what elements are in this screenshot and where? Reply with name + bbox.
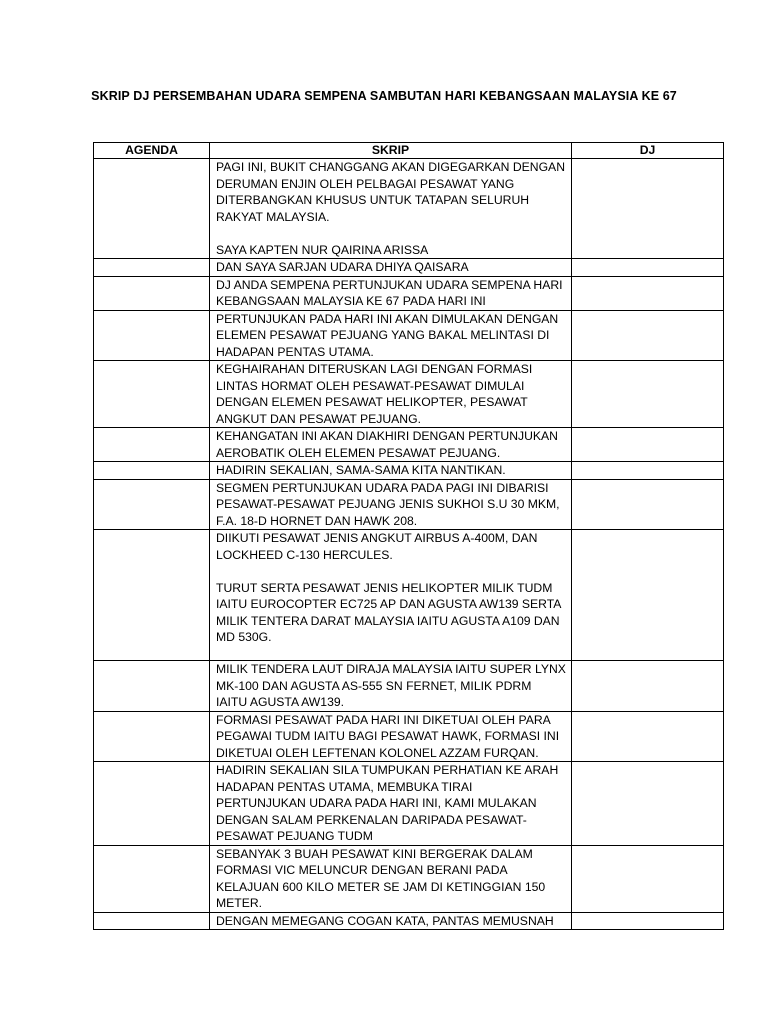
table-row [94,310,724,361]
dj-cell [572,259,724,277]
agenda-cell [94,479,210,530]
table-row [94,361,724,428]
dj-cell [572,361,724,428]
table-row [94,912,724,930]
table-row [94,462,724,480]
dj-cell [572,530,724,661]
dj-cell [572,428,724,462]
dj-cell [572,912,724,930]
agenda-cell [94,762,210,846]
dj-cell [572,310,724,361]
table-body [94,159,724,930]
agenda-cell [94,361,210,428]
table-row [94,711,724,762]
table-row [94,428,724,462]
header-dj: DJ [572,143,724,159]
table-row [94,762,724,846]
skrip-cell: PAGI INI, BUKIT CHANGGANG AKAN DIGEGARKAN DENGAN DERUMAN ENJIN OLEH PELBAGAI PESAWAT YANG DITERBANGKAN KHUSUS UNTUK TATAPAN SELURUH RAKYAT MALAYSIA. SAYA KAPTEN NUR QAIRINA ARISSA [210,159,572,259]
table-row [94,530,724,661]
table-row [94,661,724,712]
skrip-cell: KEHANGATAN INI AKAN DIAKHIRI DENGAN PERTUNJUKAN AEROBATIK OLEH ELEMEN PESAWAT PEJUANG. [210,428,572,462]
dj-cell [572,462,724,480]
dj-cell [572,711,724,762]
skrip-cell: PERTUNJUKAN PADA HARI INI AKAN DIMULAKAN DENGAN ELEMEN PESAWAT PEJUANG YANG BAKAL MELINTASI DI HADAPAN PENTAS UTAMA. [210,310,572,361]
agenda-cell [94,428,210,462]
skrip-cell: DAN SAYA SARJAN UDARA DHIYA QAISARA [210,259,572,277]
skrip-cell: DIIKUTI PESAWAT JENIS ANGKUT AIRBUS A-400M, DAN LOCKHEED C-130 HERCULES. TURUT SERTA PESAWAT JENIS HELIKOPTER MILIK TUDM IAITU EUROCOPTER EC725 AP DAN AGUSTA AW139 SERTA MILIK TENTERA DARAT MALAYSIA IAITU AGUSTA A109 DAN MD 530G. [210,530,572,661]
header-skrip: SKRIP [210,143,572,159]
skrip-cell: KEGHAIRAHAN DITERUSKAN LAGI DENGAN FORMASI LINTAS HORMAT OLEH PESAWAT-PESAWAT DIMULAI DENGAN ELEMEN PESAWAT HELIKOPTER, PESAWAT ANGKUT DAN PESAWAT PEJUANG. [210,361,572,428]
skrip-cell: DJ ANDA SEMPENA PERTUNJUKAN UDARA SEMPENA HARI KEBANGSAAN MALAYSIA KE 67 PADA HARI INI [210,276,572,310]
skrip-cell: FORMASI PESAWAT PADA HARI INI DIKETUAI OLEH PARA PEGAWAI TUDM IAITU BAGI PESAWAT HAWK, FORMASI INI DIKETUAI OLEH LEFTENAN KOLONEL AZZAM FURQAN. [210,711,572,762]
skrip-cell: MILIK TENDERA LAUT DIRAJA MALAYSIA IAITU SUPER LYNX MK-100 DAN AGUSTA AS-555 SN FERNET, MILIK PDRM IAITU AGUSTA AW139. [210,661,572,712]
dj-cell [572,276,724,310]
agenda-cell [94,276,210,310]
agenda-cell [94,845,210,912]
dj-cell [572,661,724,712]
agenda-cell [94,530,210,661]
dj-cell [572,159,724,259]
script-table [93,142,724,930]
agenda-cell [94,462,210,480]
agenda-cell [94,661,210,712]
table-row [94,479,724,530]
agenda-cell [94,259,210,277]
table-row [94,159,724,259]
document-title: SKRIP DJ PERSEMBAHAN UDARA SEMPENA SAMBUTAN HARI KEBANGSAAN MALAYSIA KE 67 [91,89,677,103]
table-row [94,845,724,912]
dj-cell [572,479,724,530]
agenda-cell [94,310,210,361]
table-header-row [94,143,724,159]
skrip-cell: HADIRIN SEKALIAN SILA TUMPUKAN PERHATIAN KE ARAH HADAPAN PENTAS UTAMA, MEMBUKA TIRAI PERTUNJUKAN UDARA PADA HARI INI, KAMI MULAKAN DENGAN SALAM PERKENALAN DARIPADA PESAWAT- PESAWAT PEJUANG TUDM [210,762,572,846]
agenda-cell [94,711,210,762]
skrip-cell: HADIRIN SEKALIAN, SAMA-SAMA KITA NANTIKAN. [210,462,572,480]
table-row [94,259,724,277]
agenda-cell [94,912,210,930]
skrip-cell: DENGAN MEMEGANG COGAN KATA, PANTAS MEMUSNAH [210,912,572,930]
skrip-cell: SEBANYAK 3 BUAH PESAWAT KINI BERGERAK DALAM FORMASI VIC MELUNCUR DENGAN BERANI PADA KELAJUAN 600 KILO METER SE JAM DI KETINGGIAN 150 METER. [210,845,572,912]
header-agenda: AGENDA [94,143,210,159]
table-row [94,276,724,310]
dj-cell [572,845,724,912]
dj-cell [572,762,724,846]
agenda-cell [94,159,210,259]
skrip-cell: SEGMEN PERTUNJUKAN UDARA PADA PAGI INI DIBARISI PESAWAT-PESAWAT PEJUANG JENIS SUKHOI S.U 30 MKM, F.A. 18-D HORNET DAN HAWK 208. [210,479,572,530]
